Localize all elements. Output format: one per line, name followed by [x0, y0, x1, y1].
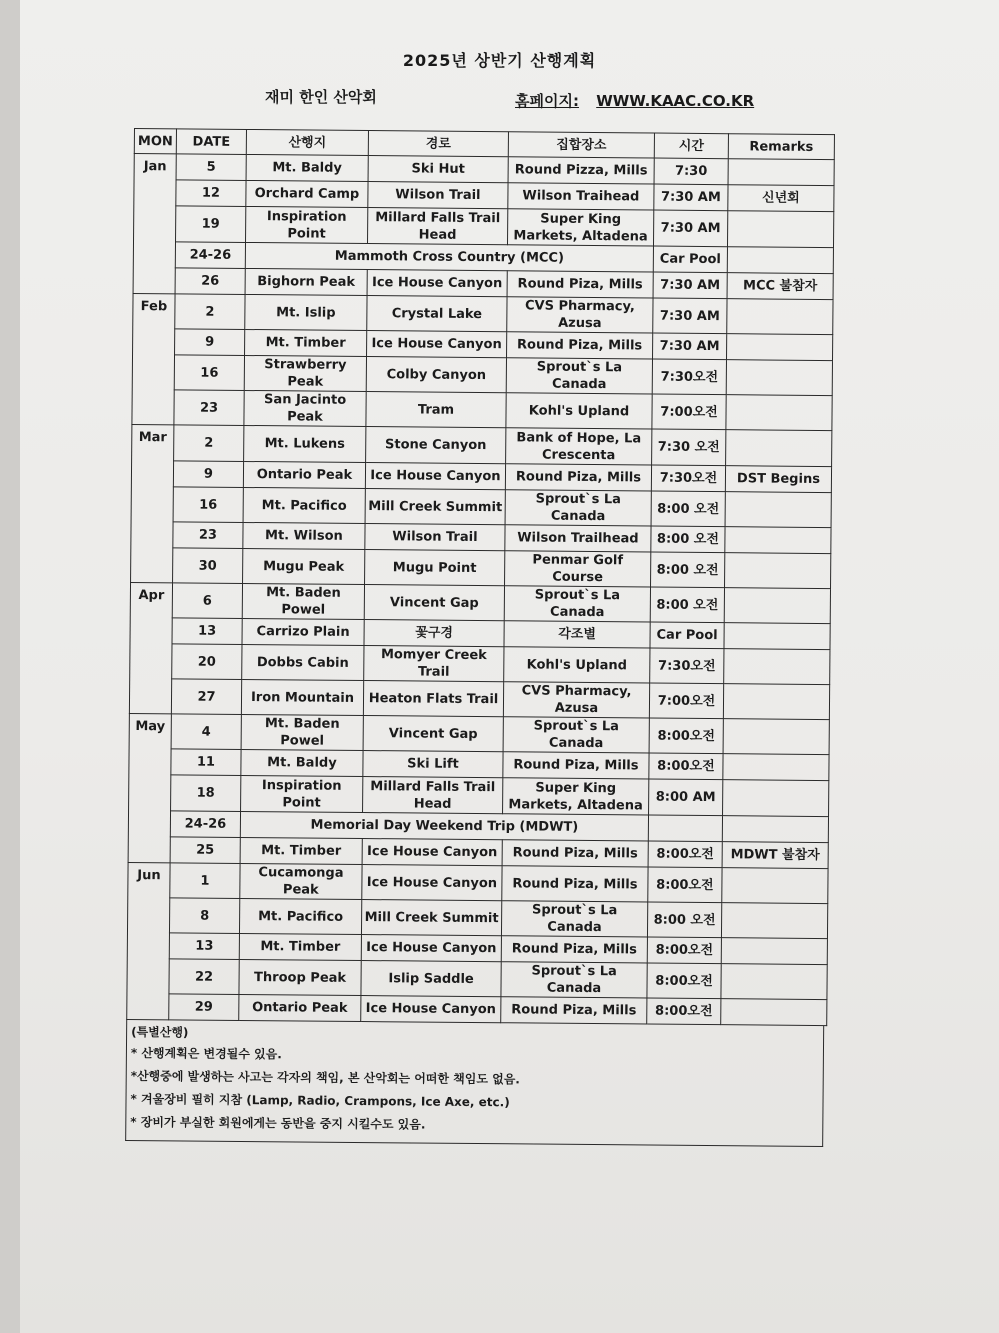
month-cell: Mar — [131, 424, 174, 582]
route-cell: Islip Saddle — [361, 961, 501, 997]
date-cell: 27 — [171, 679, 241, 715]
remarks-cell — [728, 159, 834, 186]
date-cell: 25 — [170, 837, 240, 864]
meeting-place-cell: Round Piza, Mills — [501, 997, 647, 1024]
month-cell: Apr — [129, 582, 172, 713]
time-cell: Car Pool — [653, 246, 727, 273]
time-cell: 7:30오전 — [652, 359, 726, 395]
schedule-row — [129, 774, 829, 816]
month-cell: May — [128, 713, 171, 862]
route-cell: Ice House Canyon — [362, 839, 502, 866]
time-cell: 7:00오전 — [652, 394, 726, 430]
meeting-place-cell: 각조별 — [504, 621, 650, 648]
route-cell: Ski Hut — [368, 156, 508, 183]
time-cell: 7:30 AM — [653, 333, 727, 360]
date-cell: 13 — [172, 618, 242, 645]
route-cell: Stone Canyon — [366, 427, 506, 464]
note-line: * 겨울장비 필히 지참 (Lamp, Radio, Crampons, Ice Axe, etc.) — [130, 1092, 510, 1110]
date-cell: 9 — [175, 329, 245, 356]
date-cell: 30 — [173, 548, 243, 584]
date-cell: 4 — [171, 714, 241, 750]
destination-cell: Mt. Pacifico — [239, 898, 361, 934]
route-cell: Ice House Canyon — [362, 865, 502, 901]
meeting-place-cell: Super King Markets, Altadena — [507, 209, 653, 246]
date-cell: 5 — [176, 154, 246, 181]
date-cell: 13 — [169, 933, 239, 960]
meeting-place-cell: Round Piza, Mills — [503, 752, 649, 779]
time-cell: 8:00오전 — [647, 937, 721, 964]
destination-cell: Ontario Peak — [239, 994, 361, 1021]
month-cell: Feb — [132, 293, 175, 424]
note-line: * 장비가 부실한 회원에게는 동반을 중지 시킬수도 있음. — [130, 1115, 426, 1132]
remarks-cell — [725, 492, 831, 528]
notes-section — [125, 1020, 824, 1147]
destination-cell: Orchard Camp — [246, 180, 368, 207]
date-cell: 23 — [173, 522, 243, 549]
time-cell: 8:00 AM — [649, 779, 723, 816]
route-cell: 꽃구경 — [364, 620, 504, 647]
date-cell: 2 — [174, 425, 244, 462]
meeting-place-cell: Wilson Trailhead — [505, 525, 651, 552]
route-cell: Vincent Gap — [363, 716, 503, 752]
meeting-place-cell: Bank of Hope, La Crescenta — [506, 428, 652, 465]
destination-cell: Ontario Peak — [243, 461, 365, 488]
meeting-place-cell: Sprout`s La Canada — [501, 962, 647, 998]
destination-cell: Mt. Lukens — [244, 425, 366, 462]
route-cell: Colby Canyon — [366, 357, 506, 393]
time-cell: 8:00오전 — [649, 718, 723, 754]
time-cell: Car Pool — [650, 622, 724, 649]
remarks-cell — [721, 938, 827, 965]
homepage-label: 홈페이지: — [515, 92, 579, 110]
meeting-place-cell: Super King Markets, Altadena — [503, 778, 649, 815]
destination-cell: Cucamonga Peak — [240, 863, 362, 899]
meeting-place-cell: Sprout`s La Canada — [505, 490, 651, 526]
route-cell: Ice House Canyon — [367, 270, 507, 297]
date-cell: 6 — [172, 583, 242, 619]
time-cell: 8:00오전 — [649, 753, 723, 780]
col-header-remarks: Remarks — [728, 134, 834, 160]
date-cell: 12 — [176, 180, 246, 207]
col-header-destination: 산행지 — [246, 129, 368, 155]
meeting-place-cell: Sprout`s La Canada — [504, 586, 650, 622]
time-cell: 7:30오전 — [650, 648, 724, 684]
destination-cell: Strawberry Peak — [244, 355, 366, 391]
remarks-cell — [724, 649, 830, 685]
time-cell: 7:30 AM — [654, 184, 728, 211]
remarks-cell — [727, 211, 833, 248]
remarks-cell — [723, 684, 829, 720]
meeting-place-cell: Round Piza, Mills — [502, 866, 648, 902]
route-cell: Mill Creek Summit — [365, 489, 505, 525]
meeting-place-cell: Round Piza, Mills — [505, 464, 651, 491]
meeting-place-cell: Wilson Traihead — [508, 183, 654, 210]
route-cell: Ski Lift — [363, 751, 503, 778]
date-cell: 26 — [175, 268, 245, 295]
destination-cell: Mt. Baden Powel — [241, 714, 363, 750]
date-cell: 22 — [169, 959, 239, 995]
remarks-cell — [721, 964, 827, 1000]
schedule-table — [126, 128, 835, 1026]
time-cell: 7:30 AM — [653, 272, 727, 299]
date-cell: 24-26 — [170, 811, 240, 838]
destination-cell: Dobbs Cabin — [242, 644, 364, 680]
time-cell: 7:30 AM — [653, 298, 727, 334]
date-cell: 29 — [169, 994, 239, 1021]
time-cell: 7:30 — [654, 158, 728, 185]
remarks-cell — [725, 553, 831, 589]
time-cell: 8:00오전 — [647, 963, 721, 999]
date-cell: 24-26 — [175, 242, 245, 269]
event-cell: Mammoth Cross Country (MCC) — [245, 242, 653, 272]
destination-cell: Mt. Islip — [245, 294, 367, 330]
route-cell: Wilson Trail — [368, 182, 508, 209]
destination-cell: Mt. Timber — [240, 837, 362, 864]
meeting-place-cell: Sprout`s La Canada — [506, 358, 652, 394]
remarks-cell — [723, 754, 829, 781]
remarks-cell — [726, 360, 832, 396]
route-cell: Wilson Trail — [365, 524, 505, 551]
time-cell: 8:00 오전 — [650, 587, 724, 623]
remarks-cell — [727, 299, 833, 335]
time-cell: 8:00 오전 — [651, 526, 725, 553]
date-cell: 1 — [170, 863, 240, 899]
route-cell: Ice House Canyon — [365, 463, 505, 490]
date-cell: 9 — [173, 461, 243, 488]
time-cell: 8:00 오전 — [651, 491, 725, 527]
destination-cell: Mt. Pacifico — [243, 487, 365, 523]
destination-cell: Mugu Peak — [243, 548, 365, 584]
remarks-cell — [725, 527, 831, 554]
remarks-cell: DST Begins — [725, 466, 831, 493]
remarks-cell — [727, 247, 833, 274]
meeting-place-cell: Round Piza, Mills — [502, 840, 648, 867]
route-cell: Ice House Canyon — [361, 996, 501, 1023]
destination-cell: Mt. Timber — [239, 933, 361, 960]
date-cell: 2 — [175, 294, 245, 330]
destination-cell: Mt. Wilson — [243, 522, 365, 549]
date-cell: 20 — [172, 644, 242, 680]
col-header-route: 경로 — [368, 131, 508, 157]
month-cell: Jan — [133, 154, 176, 294]
route-cell: Heaton Flats Trail — [363, 681, 503, 717]
time-cell: 7:30 AM — [653, 210, 727, 247]
date-cell: 23 — [174, 390, 244, 426]
destination-cell: Carrizo Plain — [242, 618, 364, 645]
time-cell: 8:00오전 — [648, 867, 722, 903]
time-cell: 8:00 오전 — [647, 902, 721, 938]
col-header-mon: MON — [134, 129, 176, 154]
notes-heading: (특별산행) — [131, 1025, 189, 1040]
destination-cell: Inspiration Point — [246, 206, 368, 243]
remarks-cell: MCC 불참자 — [727, 273, 833, 300]
homepage-url: WWW.KAAC.CO.KR — [596, 92, 755, 110]
route-cell: Ice House Canyon — [367, 331, 507, 358]
meeting-place-cell: Round Piza, Mills — [501, 936, 647, 963]
homepage — [515, 90, 754, 111]
remarks-cell — [727, 334, 833, 361]
event-cell: Memorial Day Weekend Trip (MDWT) — [240, 811, 648, 841]
date-cell: 8 — [169, 898, 239, 934]
remarks-cell — [724, 588, 830, 624]
date-cell: 16 — [174, 355, 244, 391]
route-cell: Crystal Lake — [367, 296, 507, 332]
remarks-cell — [724, 623, 830, 650]
meeting-place-cell: Sprout`s La Canada — [503, 717, 649, 753]
destination-cell: Iron Mountain — [241, 679, 363, 715]
remarks-cell: MDWT 불참자 — [722, 842, 828, 869]
meeting-place-cell: Sprout`s La Canada — [501, 901, 647, 937]
col-header-meeting-place: 집합장소 — [508, 132, 654, 158]
note-line: * 산행계획은 변경될수 있음. — [130, 1046, 282, 1062]
meeting-place-cell: CVS Pharmacy, Azusa — [503, 682, 649, 718]
remarks-cell — [721, 999, 827, 1026]
meeting-place-cell: Round Pizza, Mills — [508, 157, 654, 184]
time-cell: 7:00오전 — [649, 683, 723, 719]
date-cell: 19 — [176, 206, 246, 243]
time-cell: 7:30 오전 — [652, 429, 726, 466]
meeting-place-cell: Round Piza, Mills — [507, 332, 653, 359]
date-cell: 18 — [171, 775, 241, 812]
page-title: 2025년 상반기 산행계획 — [402, 51, 597, 70]
route-cell: Tram — [366, 392, 506, 428]
time-cell: 8:00오전 — [648, 841, 722, 868]
meeting-place-cell: CVS Pharmacy, Azusa — [507, 297, 653, 333]
route-cell: Mill Creek Summit — [361, 900, 501, 936]
destination-cell: San Jacinto Peak — [244, 390, 366, 426]
remarks-cell — [722, 816, 828, 843]
col-header-time: 시간 — [654, 133, 728, 159]
note-line: *산행중에 발생하는 사고는 각자의 책임, 본 산악회는 어떠한 책임도 없음. — [130, 1069, 520, 1087]
route-cell: Vincent Gap — [364, 585, 504, 621]
destination-cell: Mt. Baden Powel — [242, 583, 364, 619]
club-name: 재미 한인 산악회 — [265, 88, 377, 106]
destination-cell: Mt. Baldy — [246, 154, 368, 181]
remarks-cell — [726, 430, 832, 467]
schedule-sheet — [125, 128, 834, 1147]
remarks-cell — [722, 868, 828, 904]
destination-cell: Bighorn Peak — [245, 268, 367, 295]
remarks-cell — [721, 903, 827, 939]
schedule-body — [127, 154, 835, 1026]
destination-cell: Mt. Timber — [245, 329, 367, 356]
time-cell: 8:00 오전 — [651, 552, 725, 588]
time-cell — [648, 815, 722, 842]
meeting-place-cell: Kohl's Upland — [504, 647, 650, 683]
schedule-row — [132, 424, 832, 466]
route-cell: Millard Falls Trail Head — [363, 777, 503, 814]
date-cell: 16 — [173, 487, 243, 523]
route-cell: Millard Falls Trail Head — [368, 208, 508, 245]
time-cell: 8:00오전 — [647, 998, 721, 1025]
meeting-place-cell: Penmar Golf Course — [505, 551, 651, 587]
meeting-place-cell: Kohl's Upland — [506, 393, 652, 429]
month-cell: Jun — [127, 862, 170, 1019]
destination-cell: Inspiration Point — [241, 775, 363, 812]
route-cell: Ice House Canyon — [361, 935, 501, 962]
meeting-place-cell: Round Piza, Mills — [507, 271, 653, 298]
route-cell: Mugu Point — [365, 550, 505, 586]
remarks-cell — [726, 395, 832, 431]
route-cell: Momyer Creek Trail — [364, 646, 504, 682]
destination-cell: Mt. Baldy — [241, 749, 363, 776]
remarks-cell — [723, 719, 829, 755]
remarks-cell: 신년회 — [728, 185, 834, 212]
remarks-cell — [723, 780, 829, 817]
col-header-date: DATE — [176, 129, 246, 155]
destination-cell: Throop Peak — [239, 959, 361, 995]
schedule-row — [134, 206, 834, 248]
date-cell: 11 — [171, 749, 241, 776]
time-cell: 7:30오전 — [651, 465, 725, 492]
